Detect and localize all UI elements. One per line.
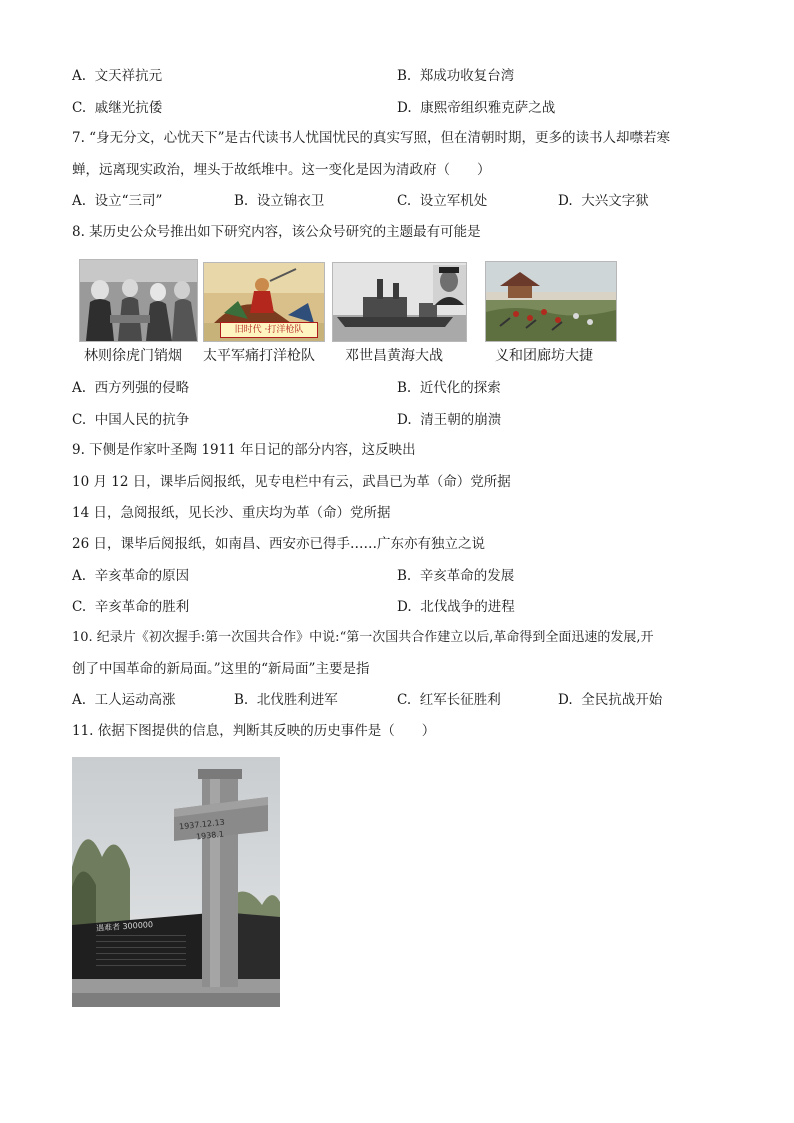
q9-diary-line2: 14 日，急阅报纸，见长沙、重庆均为革（命）党所据 <box>72 505 391 521</box>
q8-poster-caption: 旧时代 ·打洋枪队 <box>220 322 318 338</box>
q8-caption-3: 邓世昌黄海大战 <box>345 348 443 364</box>
q8-option-a: A. 西方列强的侵略 <box>72 380 190 396</box>
q10-stem-line1: 10. 纪录片《初次握手:第一次国共合作》中说:“第一次国共合作建立以后,革命得到全面迅速的发展,开 <box>72 630 654 645</box>
q10-option-d: D. 全民抗战开始 <box>558 692 663 708</box>
q8-image-taiping-poster <box>203 262 325 342</box>
q11-stem: 11. 依据下图提供的信息，判断其反映的历史事件是（ ） <box>72 723 436 739</box>
q11-cross-date-1: 1937.12.13 <box>178 817 226 832</box>
q10-stem-line2: 创了中国革命的新局面。”这里的“新局面”主要是指 <box>72 661 370 677</box>
q8-image-boxer-battle <box>485 261 617 342</box>
q7-option-a: A. 设立“三司” <box>72 193 163 209</box>
q11-cross-date-2: 1938.1 <box>195 829 225 842</box>
q8-option-b: B. 近代化的探索 <box>397 380 501 396</box>
q8-image-deng-shichang <box>332 262 467 342</box>
q8-stem: 8. 某历史公众号推出如下研究内容，该公众号研究的主题最有可能是 <box>72 224 481 240</box>
q8-image-lin-zexu <box>79 259 198 342</box>
q9-option-d: D. 北伐战争的进程 <box>397 599 515 615</box>
q9-option-a: A. 辛亥革命的原因 <box>72 568 190 584</box>
q7-stem-line1: 7. “身无分文，心忧天下”是古代读书人忧国忧民的真实写照，但在清朝时期，更多的读书人却噤若寒 <box>72 130 670 146</box>
q9-diary-line3: 26 日，课毕后阅报纸，如南昌、西安亦已得手……广东亦有独立之说 <box>72 536 485 552</box>
q8-option-d: D. 清王朝的崩溃 <box>397 412 502 428</box>
q10-option-a: A. 工人运动高涨 <box>72 692 176 708</box>
q8-caption-1: 林则徐虎门销烟 <box>84 348 182 364</box>
q6-option-a: A. 文天祥抗元 <box>72 68 163 84</box>
q9-option-c: C. 辛亥革命的胜利 <box>72 599 190 615</box>
q9-stem: 9. 下侧是作家叶圣陶 1911 年日记的部分内容，这反映出 <box>72 442 416 458</box>
q10-option-b: B. 北伐胜利进军 <box>234 692 338 708</box>
q8-option-c: C. 中国人民的抗争 <box>72 412 190 428</box>
q7-stem-line2: 蝉，远离现实政治，埋头于故纸堆中。这一变化是因为清政府（ ） <box>72 162 491 178</box>
q10-option-c: C. 红军长征胜利 <box>397 692 501 708</box>
q11-image-memorial <box>72 757 280 1007</box>
q7-option-c: C. 设立军机处 <box>397 193 488 209</box>
q8-caption-4: 义和团廊坊大捷 <box>495 348 593 364</box>
q8-caption-2: 太平军痛打洋枪队 <box>203 348 315 364</box>
q9-diary-line1: 10 月 12 日，课毕后阅报纸，见专电栏中有云，武昌已为革（命）党所据 <box>72 474 511 490</box>
q7-option-d: D. 大兴文字狱 <box>558 193 649 209</box>
q6-option-b: B. 郑成功收复台湾 <box>397 68 515 84</box>
q6-option-c: C. 戚继光抗倭 <box>72 100 163 116</box>
q9-option-b: B. 辛亥革命的发展 <box>397 568 515 584</box>
q11-wall-inscription: 遇难者 300000 <box>95 920 154 933</box>
q11-wall-names <box>96 935 186 971</box>
q7-option-b: B. 设立锦衣卫 <box>234 193 325 209</box>
q6-option-d: D. 康熙帝组织雅克萨之战 <box>397 100 556 116</box>
